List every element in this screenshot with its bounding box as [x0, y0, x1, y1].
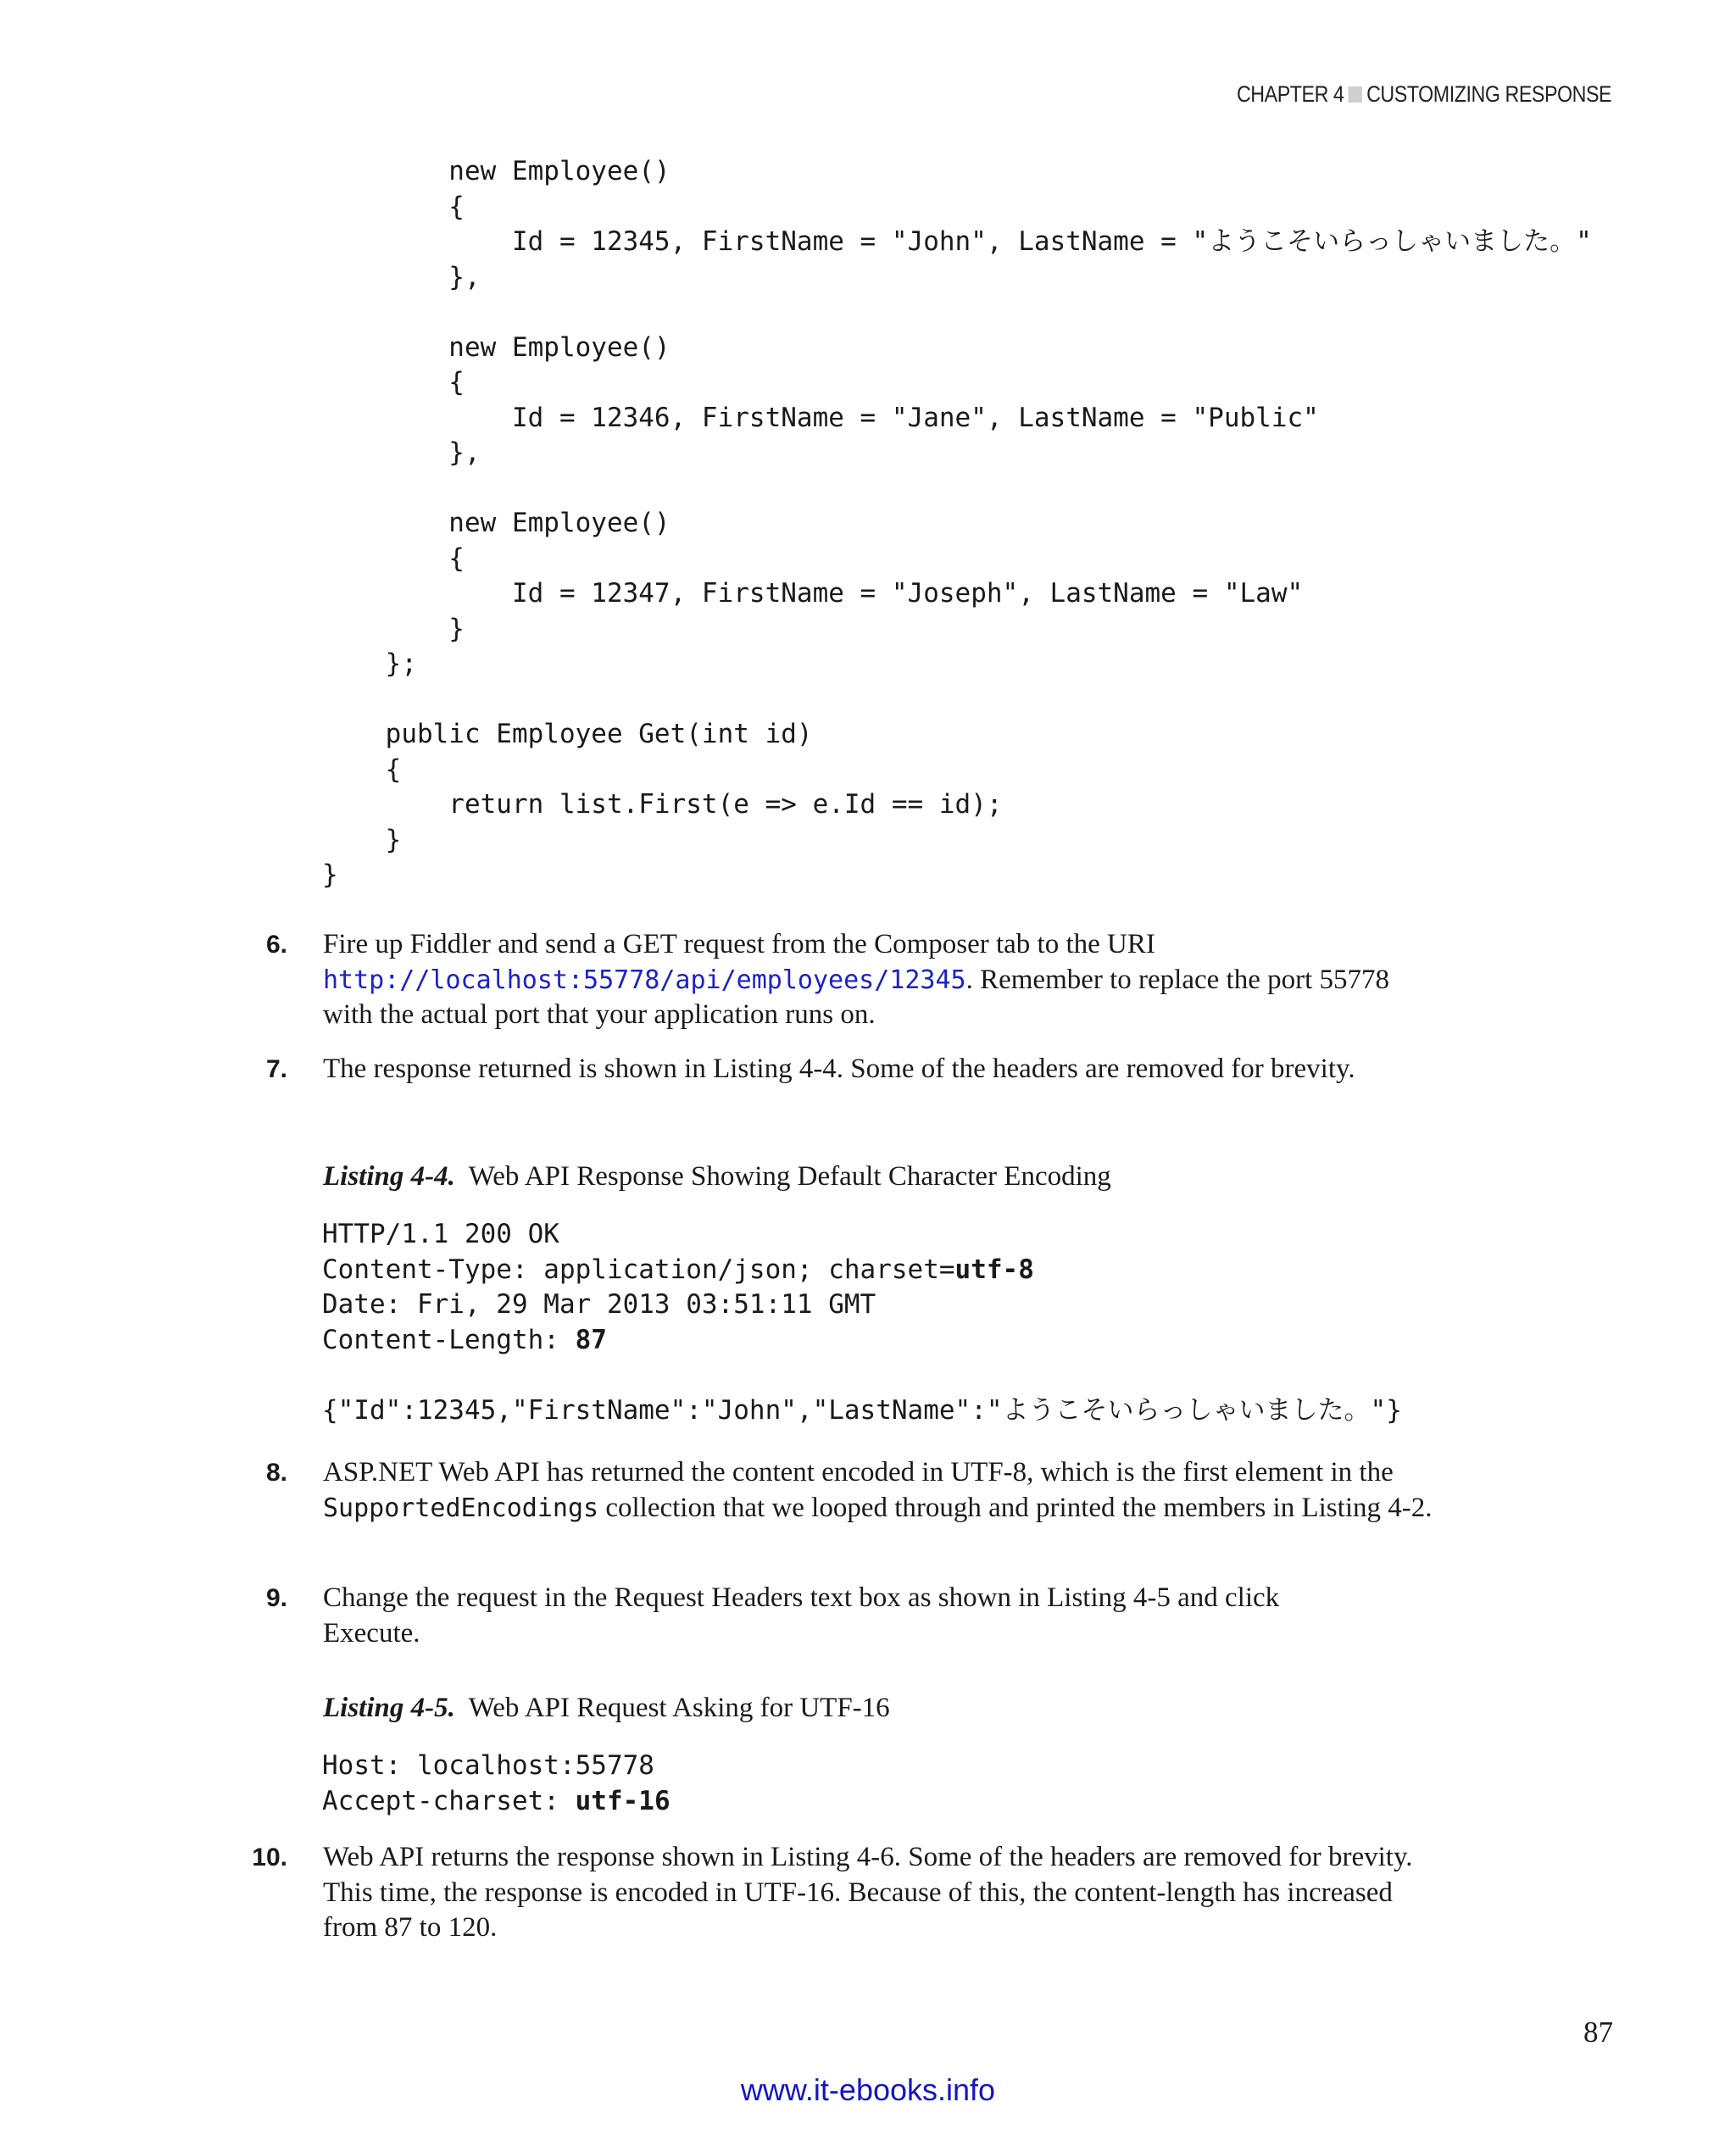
step-text: ASP.NET Web API has returned the content encoded in UTF-8, which is the first element in the SupportedEncodings collection that we looped through and printed the members in Listing 4-2.	[323, 1457, 1433, 1523]
code-line: },	[322, 437, 481, 468]
code-line: Id = 12345, FirstName = "John", LastName = "ようこそいらっしゃいました。"	[322, 226, 1592, 257]
step-number: 6.	[265, 931, 287, 959]
chapter-label: CHAPTER 4	[1236, 81, 1344, 107]
listing-4-5-code: Host: localhost:55778 Accept-charset: utf-16	[322, 1750, 670, 1816]
supported-encodings-code: SupportedEncodings	[323, 1493, 599, 1523]
page-number: 87	[1583, 2016, 1613, 2049]
step-text	[323, 927, 1442, 1033]
employee-uri-link[interactable]: http://localhost:55778/api/employees/12345	[323, 965, 966, 995]
code-block-employee-list	[322, 154, 1592, 893]
listing-4-4-code: HTTP/1.1 200 OK Content-Type: application/json; charset=utf-8 Date: Fri, 29 Mar 2013 03:51:11 GMT Content-Length: 87 {"Id":12345,"FirstName":"John","LastName":"ようこそいらっしゃいました。"}	[322, 1219, 1402, 1426]
listing-title: Web API Response Showing Default Character Encoding	[468, 1161, 1111, 1192]
code-line: Id = 12347, FirstName = "Joseph", LastName = "Law"	[322, 578, 1304, 609]
accept-charset-value: utf-16	[575, 1785, 670, 1816]
watermark-link[interactable]: www.it-ebooks.info	[740, 2072, 996, 2107]
code-line: {	[322, 367, 465, 398]
listing-4-5-caption	[323, 1691, 890, 1727]
code-line: }	[322, 859, 338, 890]
step-text: Change the request in the Request Headers text box as shown in Listing 4-5 and click Execute.	[323, 1582, 1280, 1649]
code-line: public Employee Get(int id)	[322, 719, 813, 749]
code-line: }	[322, 824, 402, 855]
code-line: {	[322, 542, 465, 574]
code-line: return list.First(e => e.Id == id);	[322, 789, 1003, 820]
code-line: }	[322, 613, 465, 644]
code-line: new Employee()	[322, 331, 670, 363]
separator-square-icon	[1348, 86, 1361, 103]
running-head	[1237, 81, 1611, 108]
step-number: 10.	[252, 1843, 287, 1871]
listing-label: Listing 4-5.	[323, 1693, 455, 1723]
step-6-text-after: . Remember to replace the port 55778 with the actual port that your application runs on.	[323, 964, 1390, 1030]
code-line: {	[322, 754, 402, 785]
chapter-title: CUSTOMIZING RESPONSE	[1366, 81, 1611, 107]
code-line: Id = 12346, FirstName = "Jane", LastName = "Public"	[322, 402, 1319, 433]
listing-title: Web API Request Asking for UTF-16	[468, 1693, 890, 1723]
response-body: {"Id":12345,"FirstName":"John","LastName":"ようこそいらっしゃいました。"}	[322, 1394, 1402, 1426]
code-line: {	[322, 191, 465, 222]
step-number: 8.	[265, 1459, 287, 1487]
charset-value: utf-8	[954, 1254, 1034, 1285]
code-line: };	[322, 648, 417, 679]
code-line: },	[322, 261, 481, 292]
code-line: new Employee()	[322, 508, 670, 538]
code-line: new Employee()	[322, 156, 670, 186]
step-text: Web API returns the response shown in Listing 4-6. Some of the headers are removed for brevity. This time, the response is encoded in UTF-16. Because of this, the content-length has increased from 87 to 120.	[323, 1842, 1413, 1943]
step-6-text-before: Fire up Fiddler and send a GET request from the Composer tab to the URI	[323, 929, 1155, 959]
content-length-value: 87	[575, 1324, 607, 1355]
listing-4-4-caption	[323, 1159, 1111, 1195]
step-text: The response returned is shown in Listing 4-4. Some of the headers are removed for brevity.	[323, 1054, 1355, 1084]
listing-label: Listing 4-4.	[323, 1161, 455, 1192]
step-number: 9.	[265, 1584, 287, 1612]
step-number: 7.	[265, 1055, 287, 1083]
